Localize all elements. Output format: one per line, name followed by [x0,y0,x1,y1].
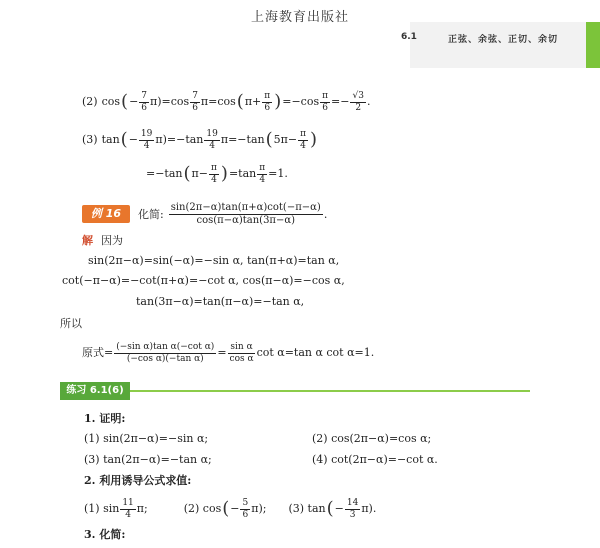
paren-open: ( [120,129,128,150]
fraction: $\frac{\text{sin α}}{\text{cos α}}$ [229,341,254,364]
fraction: $\frac{√3}{2}$ [352,90,364,113]
fraction: $\frac{\pi}{4}$ [300,128,306,151]
question-2-items: (1) sin $\frac{11}{4}$ π; (2) cos ( − $\frac{5}{6}$ π); (3) tan ( − $\frac{14}{3}$ π). [84,497,377,520]
practice-badge: 练习 6.1(6) [60,382,130,400]
eq-text: (3) tan [288,502,326,515]
solution-intro-text: 因为 [101,234,123,247]
chapter-number: 6.1 [401,32,417,42]
question-1-item-1: (1) sin(2π−α)=−sin α; [84,432,209,445]
fraction: $\frac{19}{4}$ [140,128,153,151]
eq-text: =tan [228,167,257,180]
example-statement [138,203,327,226]
fraction: $\frac{\pi}{4}$ [210,162,217,185]
fraction: $\frac{11}{4}$ [122,497,134,520]
eq-text: =1. [268,167,288,180]
example-badge: 例 16 [82,205,130,223]
solution-intro [82,230,123,252]
fraction: $\frac{5}{6}$ [242,497,249,520]
chapter-title: 正弦、余弦、正切、余切 [448,35,559,45]
publisher-name: 上海教育出版社 [250,10,349,25]
eq-text: . [323,207,328,221]
paren-close: ) [220,163,228,184]
eq-text: =−cos [282,95,320,108]
eq-text: π=−tan [220,133,265,146]
question-1-item-4: (4) cot(2π−α)=−cot α. [312,453,438,466]
paren-open: ( [121,91,129,112]
paren-close: ) [310,129,318,150]
solution-so: 所以 [60,317,82,330]
eq-text: π)=−tan [155,133,204,146]
fraction: $\frac{\pi}{6}$ [264,90,271,113]
fraction: $\frac{\pi}{6}$ [322,90,329,113]
question-3-title: 3. 化简: [84,528,126,541]
eq-label: (3) [82,133,98,146]
eq-text: π). [361,502,377,515]
question-1-item-2: (2) cos(2π−α)=cos α; [312,432,432,445]
practice-divider [130,390,530,392]
eq-text: cot α=tan α cot α=1. [256,346,375,359]
equation-2: (2) cos ( − $\frac{7}{6}$ π)=cos $\frac{7}{6}$ π=cos ( π+ $\frac{\pi}{6}$ ) =−cos $\frac{\pi}{6}$ =− $\frac{√3}{2}$ . [82,90,371,113]
solution-line-3: tan(3π−α)=tan(π−α)=−tan α, [136,295,305,308]
eq-label: (2) [82,95,98,108]
eq-text: π); [251,502,267,515]
chapter-accent-strip [586,22,600,68]
eq-text: (2) cos [183,502,222,515]
eq-text: π− [191,167,208,180]
solution-label: 解 [82,234,93,247]
fraction: $\frac{\sin(2\pi-\alpha)\tan(\pi+\alpha)\cot(-\pi-\alpha)}{\cos(\pi-\alpha)\tan(3\pi-\alpha)}$ [170,202,321,226]
eq-text: cos [101,95,121,108]
solution-line-2: cot(−π−α)=−cot(π+α)=−cot α, cos(π−α)=−cos α, [62,274,345,287]
fraction: $\frac{7}{6}$ [192,90,198,113]
eq-text: π)=cos [150,95,190,108]
paren-open: ( [222,498,230,519]
eq-text: π+ [244,95,262,108]
eq-text: . [366,95,371,108]
fraction: $\frac{7}{6}$ [141,90,148,113]
eq-text: =− [331,95,350,108]
eq-text: tan [101,133,120,146]
paren-open: ( [183,163,191,184]
eq-text: = [217,346,227,359]
eq-text: =−tan [146,167,183,180]
paren-open: ( [236,91,244,112]
question-2-title: 2. 利用诱导公式求值: [84,474,192,487]
question-1-item-3: (3) tan(2π−α)=−tan α; [84,453,212,466]
equation-3: (3) tan ( − $\frac{19}{4}$ π)=−tan $\frac{19}{4}$ π=−tan ( 5π− $\frac{\pi}{4}$ ) [82,128,318,151]
fraction: $\frac{19}{4}$ [206,128,218,151]
fraction: $\frac{14}{3}$ [346,497,359,520]
eq-text: 原式= [82,346,114,359]
paren-open: ( [265,129,273,150]
fraction: $\frac{\pi}{4}$ [259,162,266,185]
paren-open: ( [326,498,334,519]
solution-line-1: sin(2π−α)=sin(−α)=−sin α, tan(π+α)=tan α, [88,254,340,267]
example-prompt: 化简: [138,207,164,221]
question-1-title: 1. 证明: [84,412,126,425]
eq-text: (1) sin [84,502,120,515]
paren-close: ) [274,91,282,112]
eq-text: π; [136,502,148,515]
fraction: $\frac{\text{(−sin α)tan α(−cot α)}}{\text{(−cos α)(−tan α)}}$ [116,341,215,364]
eq-text: 5π− [273,133,298,146]
chapter-header-bar [410,22,600,68]
equation-3-continued [146,163,288,185]
eq-text: π=cos [200,95,236,108]
final-equation [82,342,374,364]
